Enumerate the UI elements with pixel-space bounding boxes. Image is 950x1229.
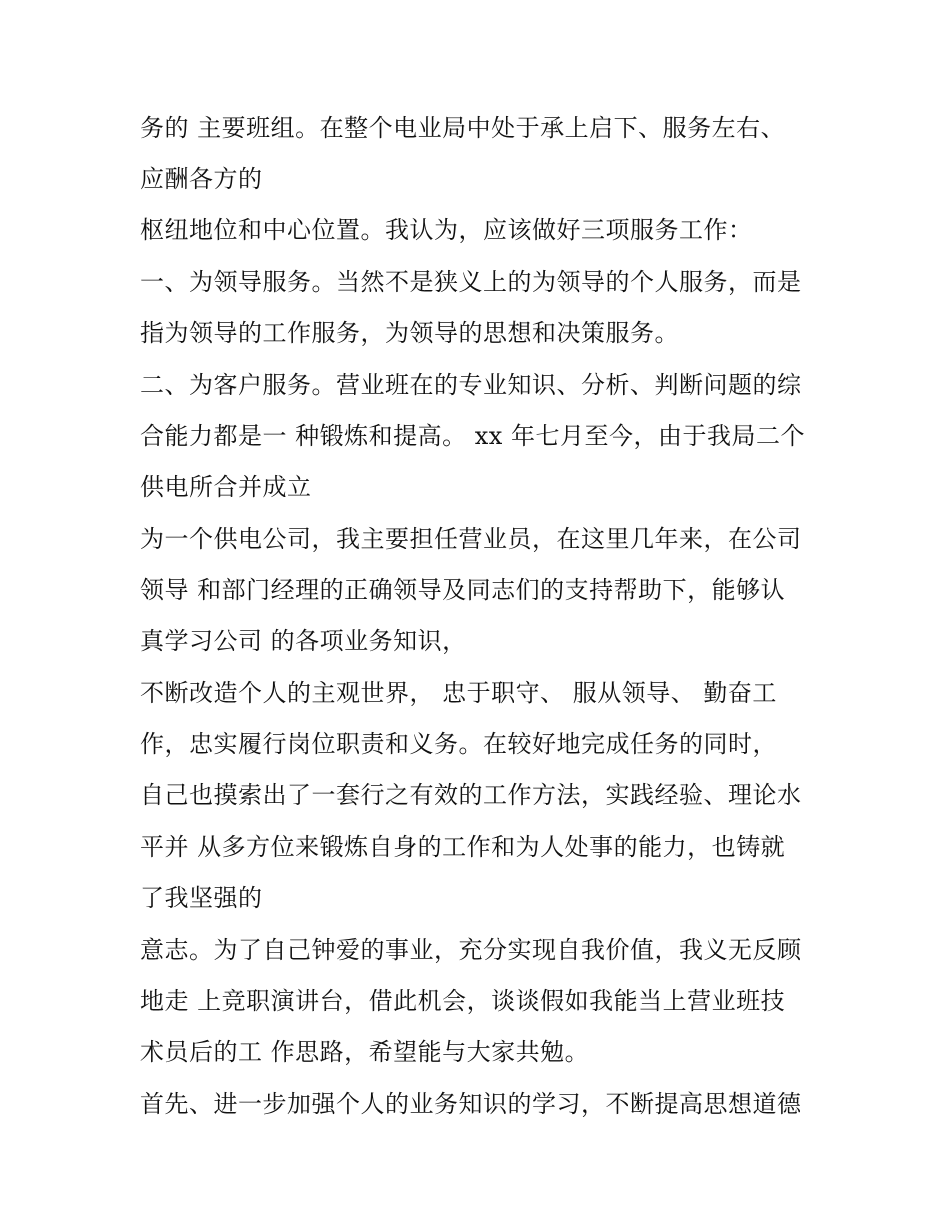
text-line: 二、为客户服务。营业班在的专业知识、分析、判断问题的综 (140, 371, 802, 399)
text-line: 枢纽地位和中心位置。我认为，应该做好三项服务工作： (140, 216, 753, 244)
text-line: 领导 和部门经理的正确领导及同志们的支持帮助下，能够认 (140, 576, 786, 604)
text-line: 意志。为了自己钟爱的事业，充分实现自我价值，我义无反顾 (140, 936, 802, 964)
text-line: 自己也摸索出了一套行之有效的工作方法，实践经验、理论水 (140, 781, 802, 809)
text-line: 合能力都是一 种锻炼和提高。 xx 年七月至今，由于我局二个 (140, 422, 805, 450)
text-line: 为一个供电公司，我主要担任营业员，在这里几年来，在公司 (140, 525, 802, 553)
text-line: 首先、进一步加强个人的业务知识的学习，不断提高思想道德 (140, 1090, 802, 1118)
text-line: 术员后的工 作思路，希望能与大家共勉。 (140, 1038, 590, 1066)
text-line: 不断改造个人的主观世界， 忠于职守、 服从领导、 勤奋工 (140, 679, 777, 707)
text-line: 平并 从多方位来锻炼自身的工作和为人处事的能力，也铸就 (140, 833, 786, 861)
text-line: 了我坚强的 (140, 884, 263, 912)
text-line: 地走 上竞职演讲台，借此机会，谈谈假如我能当上营业班技 (140, 987, 786, 1015)
text-line: 供电所合并成立 (140, 473, 312, 501)
text-line: 指为领导的工作服务，为领导的思想和决策服务。 (140, 319, 679, 347)
text-line: 作，忠实履行岗位职责和义务。在较好地完成任务的同时， (140, 730, 777, 758)
text-line: 真学习公司 的各项业务知识， (140, 627, 467, 655)
text-line: 务的 主要班组。在整个电业局中处于承上启下、服务左右、 (140, 114, 786, 142)
text-line: 应酬各方的 (140, 165, 263, 193)
text-line: 一、为领导服务。当然不是狭义上的为领导的个人服务，而是 (140, 268, 802, 296)
